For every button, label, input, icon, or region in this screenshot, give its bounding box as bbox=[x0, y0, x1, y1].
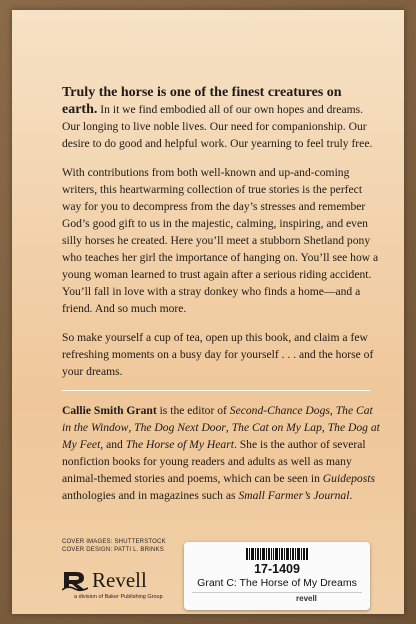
bio-text: , bbox=[128, 421, 135, 434]
bio-text: , and bbox=[100, 438, 126, 451]
blurb-paragraph-3: So make yourself a cup of tea, open up this book, and claim a few refreshing moments on a busy day for yourself . . . and the horse of your dreams. bbox=[62, 331, 374, 378]
book-title: The Horse of My Heart bbox=[125, 438, 234, 451]
publication-name: Small Farmer’s Journal bbox=[238, 489, 350, 502]
sticker-call-number: 17-1409 bbox=[254, 562, 300, 576]
barcode-icon bbox=[246, 548, 308, 560]
sticker-title: Grant C: The Horse of My Dreams bbox=[197, 577, 357, 589]
blurb-paragraph-2: With contributions from both well-known and up-and-coming writers, this heartwarming collection of true stories is the perfect way for you to decompress from the day’s stresses and remember God’s good gift to us in the majestic, calming, inspiring, and even silly horses he created. Here you’ll meet a stubborn Shetland pony who teaches her girl the importance of hanging on. You’ll see how a young woman learned to trust again after a serious riding accident. You’ll fall in love with a stray donkey who finds a home—and a friend. And so much more. bbox=[62, 166, 379, 315]
bio-text: , bbox=[225, 421, 232, 434]
blurb-lead: Truly the horse is one of the finest creatures on earth. bbox=[62, 85, 342, 117]
bio-text: , bbox=[321, 421, 328, 434]
book-title: The Dog at My Feet bbox=[62, 421, 380, 451]
bio-text: . bbox=[349, 489, 353, 502]
library-sticker bbox=[184, 542, 370, 610]
book-title: The Dog Next Door bbox=[134, 421, 226, 434]
blurb bbox=[62, 84, 380, 392]
book-title: Second-Chance Dogs bbox=[229, 404, 330, 417]
bio-text: is the editor of bbox=[156, 404, 230, 417]
bio-text: . She is the author of several nonfiction books for young readers and adults as well as many animal-themed stories and poems, which can be seen in bbox=[62, 438, 366, 485]
publisher-tagline: a division of Baker Publishing Group bbox=[74, 594, 163, 600]
cover-images-credit: COVER IMAGES: SHUTTERSTOCK bbox=[62, 539, 166, 545]
cover-credits bbox=[62, 538, 166, 554]
sticker-partial-text: revell bbox=[296, 594, 317, 603]
blurb-paragraph-1 bbox=[62, 84, 380, 152]
sticker-divider bbox=[192, 592, 362, 593]
publisher-logo bbox=[62, 566, 172, 602]
author-bio bbox=[62, 402, 380, 504]
book-title: The Cat in the Window bbox=[62, 404, 373, 434]
author-name: Callie Smith Grant bbox=[62, 404, 157, 417]
publisher-name: Revell bbox=[92, 568, 147, 592]
book-back-cover bbox=[12, 10, 404, 614]
blurb-paragraph-1-text: In it we find embodied all of our own hopes and dreams. Our longing to live noble lives. Our need for companionship. Our desire to do good and helpful work. Our yearning to feel truly free. bbox=[62, 103, 373, 150]
bio-text: anthologies and in magazines such as bbox=[62, 489, 239, 502]
bio-text: , bbox=[329, 404, 336, 417]
cover-design-credit: COVER DESIGN: PATTI L. BRINKS bbox=[62, 547, 164, 553]
book-title: The Cat on My Lap bbox=[231, 421, 322, 434]
publication-name: Guideposts bbox=[322, 472, 375, 485]
revell-r-icon bbox=[62, 568, 88, 592]
divider-line bbox=[62, 390, 370, 391]
